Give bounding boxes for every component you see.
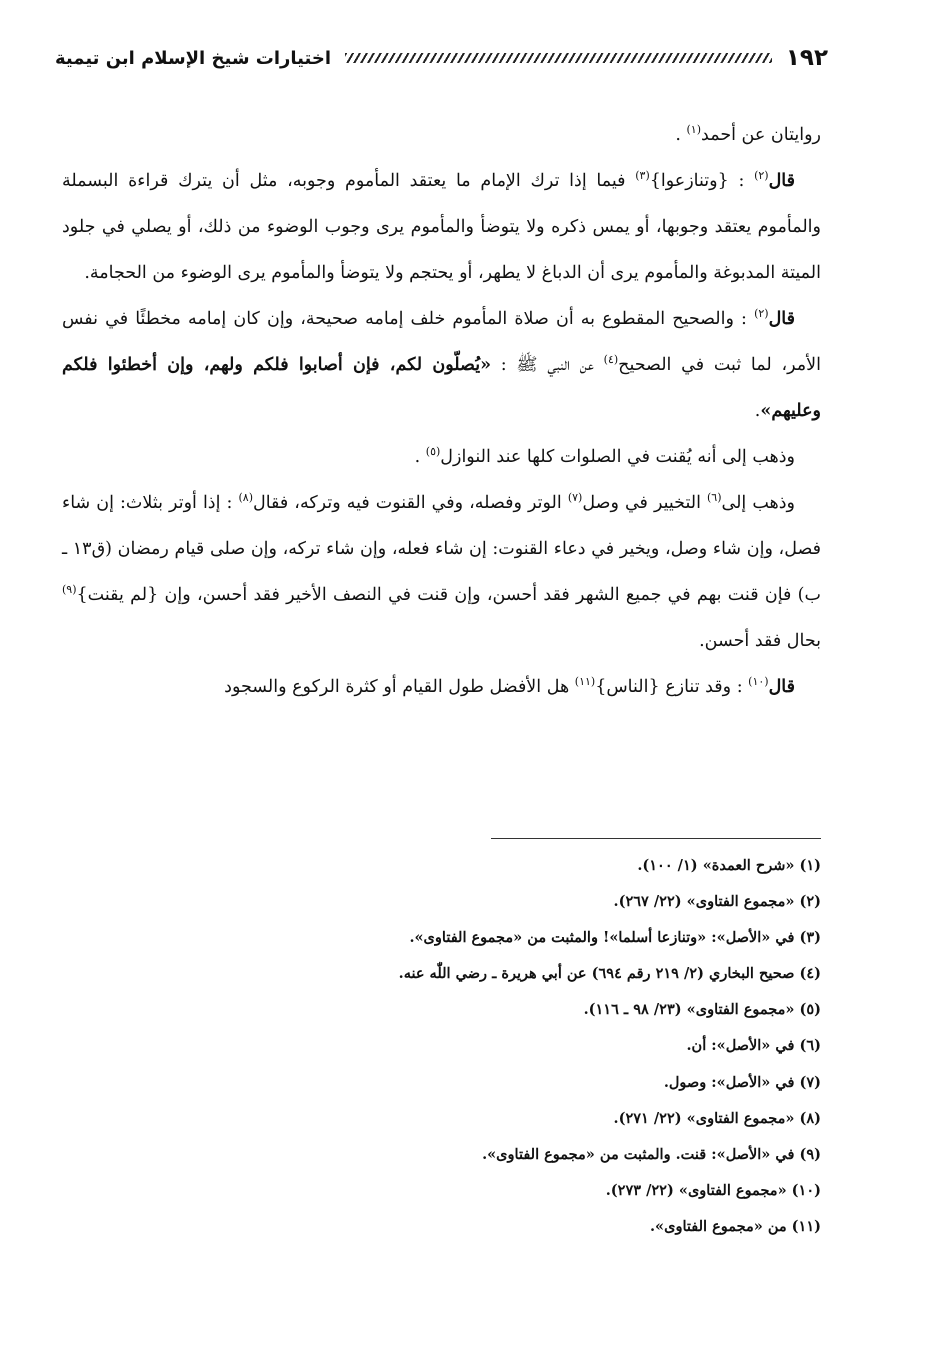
qala-label: قال bbox=[768, 677, 795, 697]
running-title: اختيارات شيخ الإسلام ابن تيمية bbox=[55, 47, 332, 69]
text-run: : وقد تنازع {الناس} bbox=[595, 677, 749, 697]
main-text bbox=[62, 112, 821, 710]
footnote-7: (٧) في «الأصل»: وصول. bbox=[663, 1073, 821, 1091]
footnote-separator bbox=[491, 838, 821, 839]
footnote-9: (٩) في «الأصل»: قنت. والمثبت من «مجموع الفتاوى». bbox=[482, 1145, 821, 1163]
footnote-ref: (٨) bbox=[238, 491, 253, 505]
footnote-3: (٣) في «الأصل»: «وتنازعا أسلما»! والمثبت من «مجموع الفتاوى». bbox=[409, 929, 821, 947]
text-run: روايتان عن أحمد bbox=[701, 125, 821, 145]
footnotes bbox=[62, 848, 821, 1245]
footnote-1: (١) «شرح العمدة» (١/ ١٠٠). bbox=[637, 857, 821, 874]
footnote-ref: (١١) bbox=[574, 675, 596, 689]
text-run: الوتر وفصله، وفي القنوت فيه وتركه، فقال bbox=[252, 493, 568, 513]
footnote-ref: (١) bbox=[686, 123, 702, 137]
footnote-ref: (٩) bbox=[62, 583, 77, 597]
paragraph-4 bbox=[62, 434, 821, 480]
text-run: : والصحيح المقطوع به أن صلاة المأموم خلف إمامه صحيحة، وإن كان إمامه مخطئًا في نفس الأمر، لما ثبت في الصحيح bbox=[62, 309, 821, 375]
text-run: . bbox=[754, 401, 761, 421]
footnote-ref: (٣) bbox=[635, 169, 650, 183]
header-rule bbox=[345, 53, 772, 63]
text-run: التخيير في وصل bbox=[582, 493, 707, 513]
text-run: . bbox=[414, 447, 426, 467]
text-run: . bbox=[675, 125, 687, 145]
qala-label: قال bbox=[768, 171, 795, 191]
paragraph-1 bbox=[62, 112, 821, 158]
text-run: بحال فقد أحسن. bbox=[699, 631, 821, 651]
paragraph-3 bbox=[62, 296, 821, 434]
footnote-ref: (٦) bbox=[707, 491, 722, 505]
qala-label: قال bbox=[768, 309, 795, 329]
footnote-2: (٢) «مجموع الفتاوى» (٢٢/ ٢٦٧). bbox=[613, 893, 821, 911]
footnote-ref: (٢) bbox=[754, 169, 769, 183]
text-run: : {وتنازعوا} bbox=[649, 171, 755, 191]
footnote-ref: (١٠) bbox=[748, 675, 769, 689]
footnote-5: (٥) «مجموع الفتاوى» (٢٣/ ٩٨ ـ ١١٦). bbox=[583, 1001, 821, 1019]
footnote-ref: (٤) bbox=[603, 353, 619, 367]
text-run: وذهب إلى أنه يُقنت في الصلوات كلها عند النوازل bbox=[440, 447, 795, 467]
page-number: ١٩٢ bbox=[785, 45, 828, 71]
footnote-11: (١١) من «مجموع الفتاوى». bbox=[649, 1217, 821, 1235]
footnote-ref: (٧) bbox=[567, 491, 583, 505]
hadith-quote: «يُصلّون لكم، فإن أصابوا فلكم ولهم، وإن أخطئوا فلكم وعليهم» bbox=[62, 355, 821, 421]
text-run: عن النبي ﷺ : bbox=[491, 355, 604, 375]
footnote-ref: (٢) bbox=[754, 307, 769, 321]
text-run: : إذا أوتر بثلاث: إن شاء فصل، وإن شاء وصل، ويخير في دعاء القنوت: إن شاء فعله، وإن شاء تركه، وإن صلى قيام رمضان (ق١٣ ـ ب) فإن قنت بهم في جميع الشهر فقد أحسن، وإن قنت في النصف الأخير فقد أحسن، وإن {لم يقنت} bbox=[62, 493, 821, 605]
footnote-4: (٤) صحيح البخاري (٢/ ٢١٩ رقم ٦٩٤) عن أبي هريرة ـ رضي اللّٰه عنه. bbox=[398, 965, 821, 983]
paragraph-2 bbox=[62, 158, 821, 296]
footnote-6: (٦) في «الأصل»: أن. bbox=[686, 1037, 821, 1055]
paragraph-6 bbox=[62, 664, 821, 710]
page-header bbox=[55, 40, 828, 76]
footnote-10: (١٠) «مجموع الفتاوى» (٢٢/ ٢٧٣). bbox=[605, 1181, 821, 1199]
footnote-ref: (٥) bbox=[425, 445, 441, 459]
text-run: فيما إذا ترك الإمام ما يعتقد المأموم وجوبه، مثل أن يترك قراءة البسملة والمأموم يعتقد وجوبها، أو يمس ذكره ولا يتوضأ والمأموم يرى وجوب الوضوء من ذلك، أو يصلي في جلود الميتة المدبوغة والمأموم يرى أن الدباغ لا يطهر، أو يحتجم ولا يتوضأ والمأموم يرى الوضوء من الحجامة. bbox=[62, 171, 821, 283]
text-run: وذهب إلى bbox=[721, 493, 796, 513]
text-run: هل الأفضل طول القيام أو كثرة الركوع والسجود bbox=[224, 677, 575, 697]
paragraph-5 bbox=[62, 480, 821, 664]
footnote-8: (٨) «مجموع الفتاوى» (٢٢/ ٢٧١). bbox=[613, 1109, 821, 1127]
